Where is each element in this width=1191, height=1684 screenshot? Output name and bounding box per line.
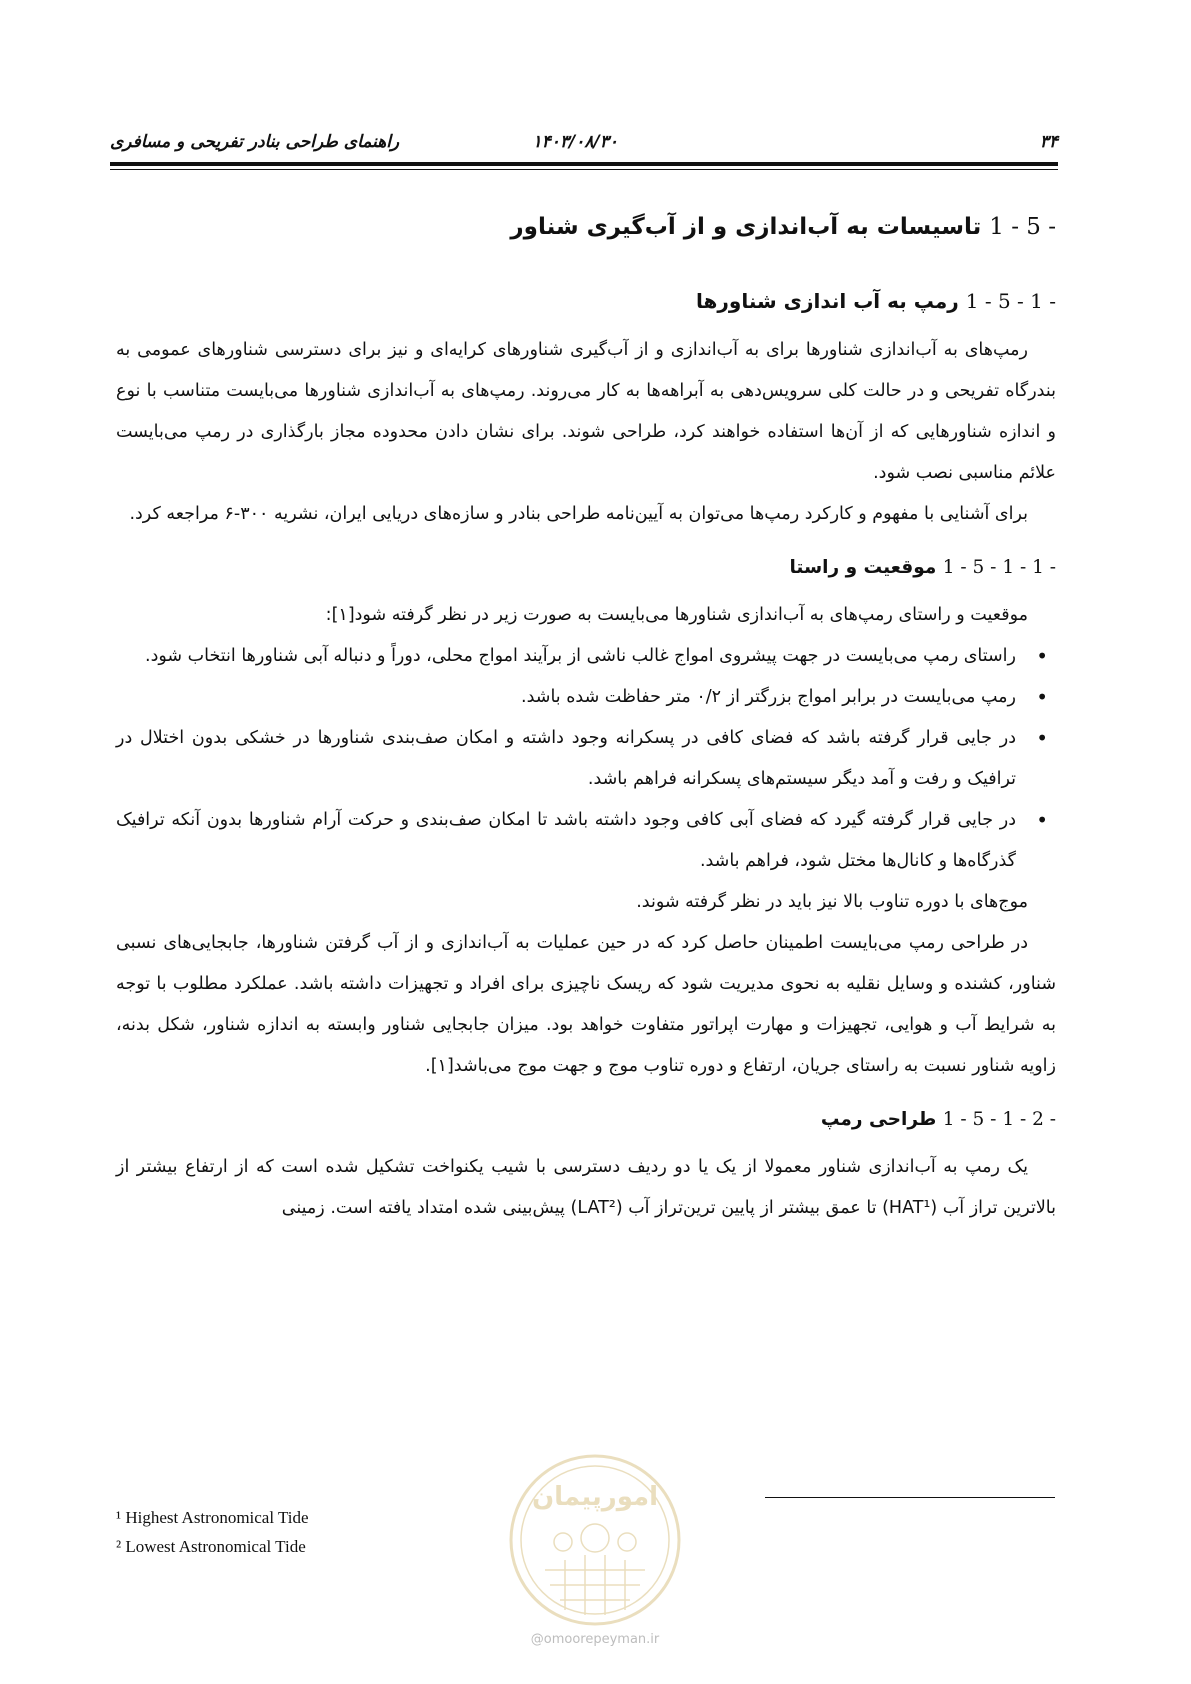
sub-subsection-heading-location: [116, 553, 1056, 583]
subsection-title: رمپ به آب اندازی شناورها: [696, 289, 959, 313]
paragraph-ramp-reference: برای آشنایی با مفهوم و کارکرد رمپ‌ها می‌توان به آیین‌نامه طراحی بنادر و سازه‌های دریایی ایران، نشریه ۳۰۰-۶ مراجعه کرد.: [129, 504, 1028, 524]
sub-subsection-heading-design: [116, 1105, 1056, 1135]
header-rule-thin: [110, 169, 1058, 170]
page-number: ۳۴: [1039, 132, 1058, 152]
subsection-number: 1 - 5 - 1 -: [965, 289, 1056, 313]
body-content: [116, 210, 1056, 1229]
section-number: 1 - 5 -: [989, 214, 1056, 240]
header-date: ۱۴۰۳/۰۸/۳۰: [532, 132, 618, 152]
section-title: تاسیسات به آب‌اندازی و از آب‌گیری شناور: [510, 214, 982, 240]
footnote-2: ² Lowest Astronomical Tide: [116, 1537, 306, 1556]
sub-subsection-title: موقعیت و راستا: [789, 557, 937, 578]
footnote-rule: [765, 1497, 1055, 1498]
watermark-logo-text: امورپیمان: [531, 1482, 659, 1512]
sub-subsection-number: 1 - 5 - 1 - 2 -: [942, 1109, 1056, 1130]
section-heading: [116, 210, 1056, 270]
list-item: • راستای رمپ می‌بایست در جهت پیشروی امواج غالب ناشی از برآیند امواج محلی، دوراً و دنباله آبی شناورها انتخاب شود.: [116, 636, 1016, 677]
location-bullet-list: [116, 636, 1056, 882]
list-item: • در جایی قرار گرفته گیرد که فضای آبی کافی وجود داشته باشد تا امکان صف‌بندی و حرکت آرام شناورها بدون آنکه ترافیک گذرگاه‌ها و کانال‌ها مختل شود، فراهم باشد.: [116, 800, 1016, 882]
list-item: • رمپ می‌بایست در برابر امواج بزرگتر از ۰/۲ متر حفاظت شده باشد.: [116, 677, 1016, 718]
running-header: [110, 126, 1058, 160]
watermark-site: @omoorepeyman.ir: [530, 1632, 660, 1647]
list-item: • در جایی قرار گرفته باشد که فضای کافی در پسکرانه وجود داشته و امکان صف‌بندی شناورها در خشکی بدون اختلال در ترافیک و رفت و آمد دیگر سیستم‌های پسکرانه فراهم باشد.: [116, 718, 1016, 800]
watermark-seal-logo: [505, 1450, 685, 1630]
footnote-1: ¹ Highest Astronomical Tide: [116, 1508, 309, 1527]
sub-subsection-number: 1 - 5 - 1 - 1 -: [942, 557, 1056, 578]
subsection-heading: [116, 286, 1056, 316]
paragraph-ramp-safety: در طراحی رمپ می‌بایست اطمینان حاصل کرد که در حین عملیات به آب‌اندازی و از آب گرفتن شناورها، جابجایی‌های نسبی شناور، کشنده و وسایل نقلیه به نحوی مدیریت شود که ریسک ناچیزی برای افراد و تجهیزات داشته باشد. عملکرد مطلوب با توجه به شرایط آب و هوایی، تجهیزات و مهارت اپراتور متفاوت خواهد بود. میزان جابجایی شناور وابسته به اندازه شناور، شکل بدنه، زاویه شناور نسبت به راستای جریان، ارتفاع و دوره تناوب موج و جهت موج می‌باشد[۱].: [116, 933, 1056, 1076]
paragraph-wave-note: موج‌های با دوره تناوب بالا نیز باید در نظر گرفته شوند.: [636, 892, 1028, 912]
header-rule-thick: [110, 162, 1058, 166]
paragraph-location-intro: موقعیت و راستای رمپ‌های به آب‌اندازی شناورها می‌بایست به صورت زیر در نظر گرفته شود[۱]:: [325, 605, 1028, 625]
header-doc-title: راهنمای طراحی بنادر تفریحی و مسافری: [110, 132, 400, 152]
paragraph-ramp-design: یک رمپ به آب‌اندازی شناور معمولا از یک یا دو ردیف دسترسی با شیب یکنواخت تشکیل شده است که از ارتفاع بیشتر از بالاترین تراز آب (HAT¹) تا عمق بیشتر از پایین ترین‌تراز آب (LAT²) پیش‌بینی شده امتداد یافته است. زمینی: [116, 1157, 1056, 1218]
sub-subsection-title: طراحی رمپ: [820, 1109, 937, 1130]
paragraph-ramp-intro: رمپ‌های به آب‌اندازی شناورها برای به آب‌اندازی و از آب‌گیری شناورهای کرایه‌ای و نیز برای دسترسی شناورهای عمومی به بندرگاه تفریحی و در حالت کلی سرویس‌دهی به آبراهه‌ها به کار می‌روند. رمپ‌های به آب‌اندازی شناورها می‌بایست متناسب با نوع و اندازه شناورهایی که از آن‌ها استفاده خواهند کرد، طراحی شوند. برای نشان دادن محدوده مجاز بارگذاری در رمپ می‌بایست علائم مناسبی نصب شود.: [116, 340, 1056, 483]
